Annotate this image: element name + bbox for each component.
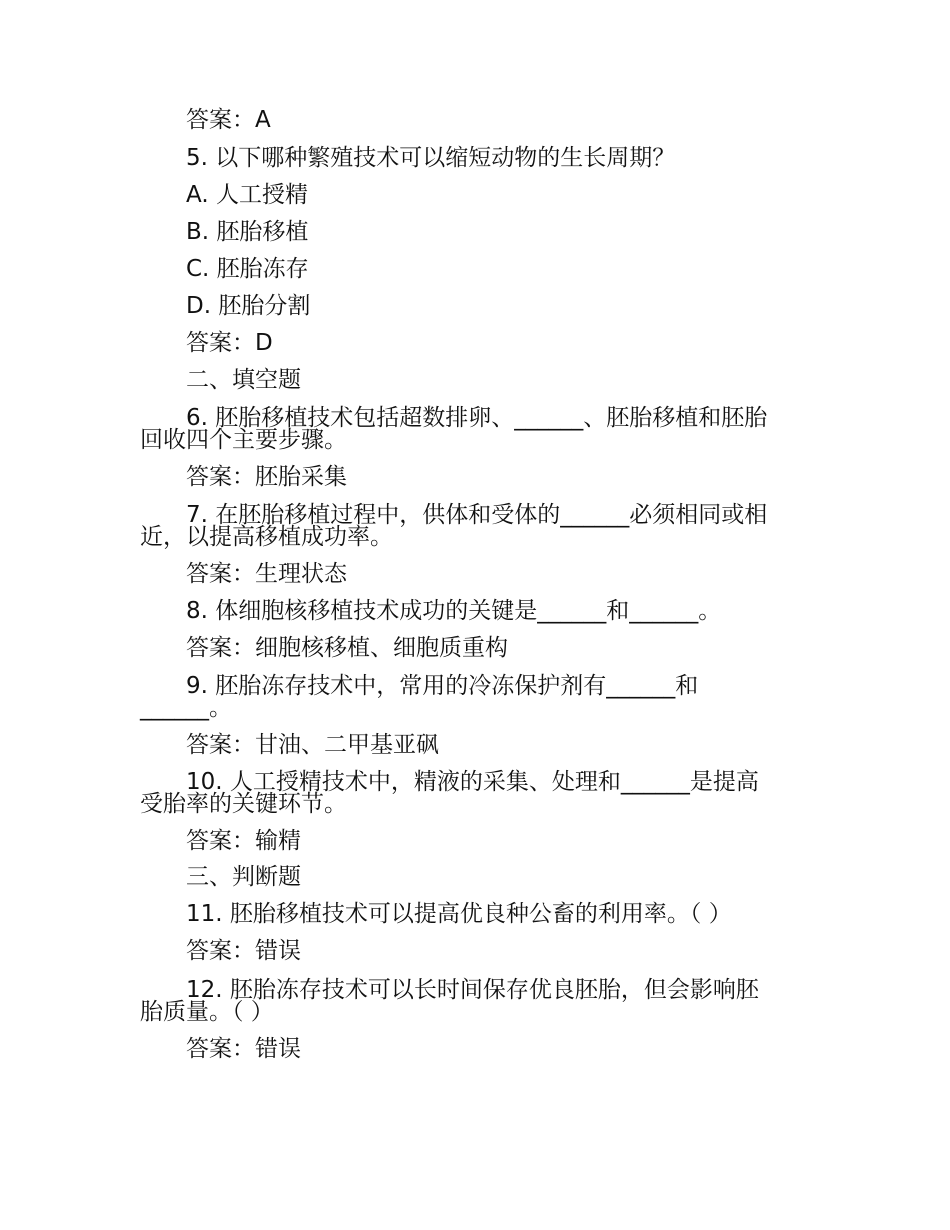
question-9-line-2: ______。 (140, 695, 232, 721)
answer-4: 答案：A (186, 107, 271, 133)
question-9-line-1: 9. 胚胎冻存技术中，常用的冷冻保护剂有______和 (186, 673, 699, 699)
answer-9: 答案：甘油、二甲基亚砜 (186, 732, 439, 758)
question-7-line-1: 7. 在胚胎移植过程中，供体和受体的______必须相同或相 (186, 502, 768, 528)
question-5-option-b: B. 胚胎移植 (186, 219, 309, 245)
answer-7: 答案：生理状态 (186, 561, 347, 587)
question-5-option-d: D. 胚胎分割 (186, 293, 311, 319)
question-5-option-a: A. 人工授精 (186, 182, 308, 208)
question-10-line-1: 10. 人工授精技术中，精液的采集、处理和______是提高 (186, 769, 759, 795)
question-6-line-1: 6. 胚胎移植技术包括超数排卵、______、胚胎移植和胚胎 (186, 405, 768, 431)
answer-8: 答案：细胞核移植、细胞质重构 (186, 635, 508, 661)
section-heading-fill-in: 二、填空题 (186, 367, 301, 393)
answer-11: 答案：错误 (186, 938, 301, 964)
answer-12: 答案：错误 (186, 1036, 301, 1062)
question-6-line-2: 回收四个主要步骤。 (140, 427, 347, 453)
question-12-line-1: 12. 胚胎冻存技术可以长时间保存优良胚胎，但会影响胚 (186, 977, 759, 1003)
answer-10: 答案：输精 (186, 828, 301, 854)
question-5-option-c: C. 胚胎冻存 (186, 256, 309, 282)
question-12-line-2: 胎质量。（ ） (140, 999, 274, 1025)
question-5: 5. 以下哪种繁殖技术可以缩短动物的生长周期？ (186, 145, 676, 171)
question-11: 11. 胚胎移植技术可以提高优良种公畜的利用率。（ ） (186, 901, 732, 927)
answer-5: 答案：D (186, 330, 273, 356)
question-8: 8. 体细胞核移植技术成功的关键是______和______。 (186, 598, 722, 624)
question-10-line-2: 受胎率的关键环节。 (140, 791, 347, 817)
answer-6: 答案：胚胎采集 (186, 464, 347, 490)
question-7-line-2: 近，以提高移植成功率。 (140, 524, 393, 550)
section-heading-true-false: 三、判断题 (186, 864, 301, 890)
